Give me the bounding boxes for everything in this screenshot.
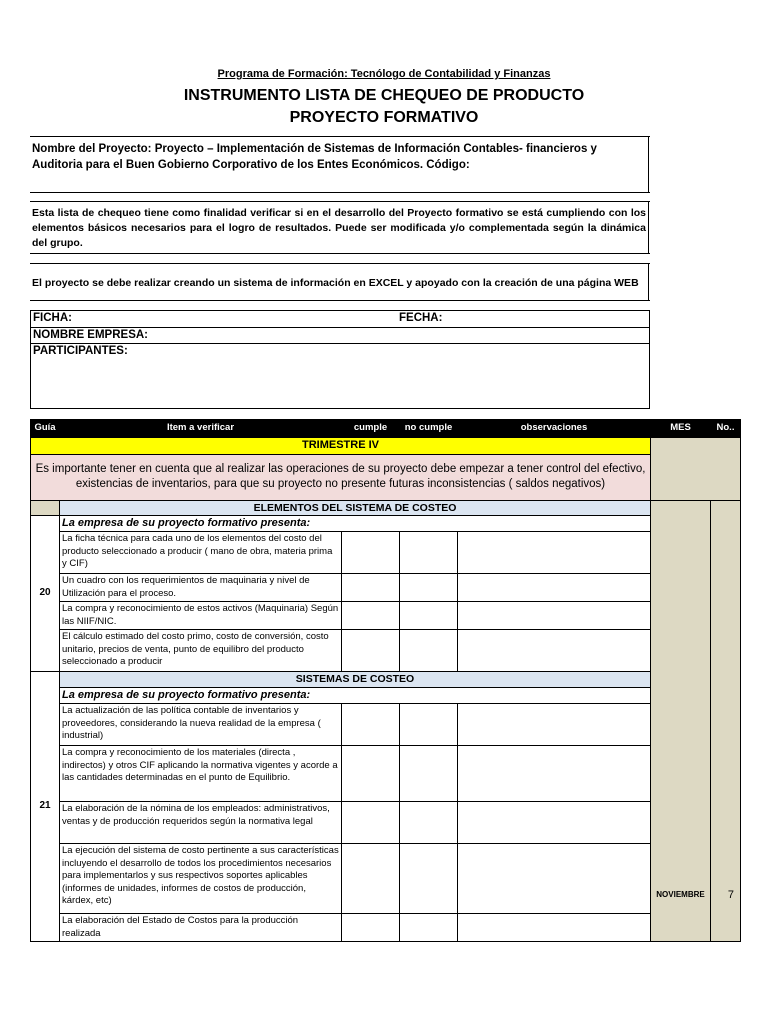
observaciones-cell[interactable]	[458, 602, 651, 630]
observaciones-cell[interactable]	[458, 746, 651, 802]
observaciones-cell[interactable]	[458, 802, 651, 844]
empresa-label: NOMBRE EMPRESA:	[33, 329, 149, 341]
ficha-row[interactable]	[31, 311, 649, 328]
participantes-row[interactable]	[31, 344, 649, 408]
no-cumple-cell[interactable]	[400, 914, 458, 942]
divider	[30, 300, 650, 301]
table-row	[31, 704, 741, 746]
divider	[30, 192, 650, 193]
section-intro: La empresa de su proyecto formativo presenta:	[60, 688, 651, 704]
purpose-text: Esta lista de chequeo tiene como finalidad verificar si en el desarrollo del Proyecto formativo se está cumpliendo con los elementos básicos necesarios para el logro de resultados. Puede ser modificada y/o complementada según la dinámica del grupo.	[32, 207, 646, 249]
observaciones-cell[interactable]	[458, 532, 651, 574]
table-row	[31, 532, 741, 574]
cumple-cell[interactable]	[342, 630, 400, 672]
no-cumple-cell[interactable]	[400, 574, 458, 602]
no-cumple-cell[interactable]	[400, 746, 458, 802]
no-cumple-cell[interactable]	[400, 602, 458, 630]
cumple-cell[interactable]	[342, 532, 400, 574]
col-guia: Guía	[31, 420, 60, 438]
divider	[648, 136, 649, 193]
table-row	[31, 602, 741, 630]
trimester-label: TRIMESTRE IV	[31, 437, 651, 454]
divider	[30, 263, 650, 264]
col-observaciones: observaciones	[458, 420, 651, 438]
intro-row	[31, 516, 741, 532]
item-text: La ejecución del sistema de costo pertinente a sus características incluyendo el desarrollo de todos los procedimientos necesarios para implementarlos y sus respectivos soportes aplicables (informes de unidades, informes de costos de producción, kárdex, etc)	[60, 844, 342, 914]
observaciones-cell[interactable]	[458, 844, 651, 914]
item-text: La compra y reconocimiento de los materiales (directa , indirectos) y otros CIF aplicando la normativa vigentes y acorde a las cantidades determinadas en el punto de Equilibrio.	[60, 746, 342, 802]
cumple-cell[interactable]	[342, 914, 400, 942]
divider	[30, 253, 650, 254]
item-text: La ficha técnica para cada uno de los elementos del costo del producto seleccionado a producir ( mano de obra, materia prima y CIF)	[60, 532, 342, 574]
col-no: No..	[711, 420, 741, 438]
section-row	[31, 500, 741, 516]
divider	[648, 201, 649, 254]
cumple-cell[interactable]	[342, 704, 400, 746]
item-text: La elaboración de la nómina de los empleados: administrativos, ventas y de producción requeridos según la normativa legal	[60, 802, 342, 844]
col-cumple: cumple	[342, 420, 400, 438]
olive-cell	[651, 437, 741, 500]
number-cell: 7	[711, 500, 741, 942]
section-title: SISTEMAS DE COSTEO	[60, 672, 651, 688]
project-name: Nombre del Proyecto: Proyecto – Implementación de Sistemas de Información Contables- financieros y Auditoria para el Buen Gobierno Corporativo de los Entes Económicos. Código:	[32, 143, 597, 171]
document-subtitle: PROYECTO FORMATIVO	[289, 109, 479, 126]
trimester-row	[31, 437, 741, 454]
guide-spacer	[31, 500, 60, 516]
fecha-label: FECHA:	[399, 312, 443, 324]
form-fields	[30, 310, 650, 409]
no-cumple-cell[interactable]	[400, 630, 458, 672]
cumple-cell[interactable]	[342, 602, 400, 630]
item-text: La elaboración del Estado de Costos para la producción realizada	[60, 914, 342, 942]
item-text: Un cuadro con los requerimientos de maquinaria y nivel de Utilización para el proceso.	[60, 574, 342, 602]
intro-row	[31, 688, 741, 704]
month-cell: NOVIEMBRE	[651, 500, 711, 942]
cumple-cell[interactable]	[342, 746, 400, 802]
item-text: El cálculo estimado del costo primo, costo de conversión, costo unitario, precios de venta, punto de equilibro del producto seleccionado a producir	[60, 630, 342, 672]
participantes-label: PARTICIPANTES:	[33, 345, 128, 357]
observaciones-cell[interactable]	[458, 630, 651, 672]
table-header-row	[31, 420, 741, 438]
table-row	[31, 746, 741, 802]
item-text: La actualización de las política contable de inventarios y proveedores, considerando la nueva realidad de la empresa ( industrial)	[60, 704, 342, 746]
control-note: Es importante tener en cuenta que al realizar las operaciones de su proyecto debe empezar a tener control del efectivo, existencias de inventarios, para que su proyecto no presente futuras inconsistencias ( saldos negativos)	[31, 454, 651, 500]
requirement-text: El proyecto se debe realizar creando un sistema de información en EXCEL y apoyado con la creación de una página WEB	[32, 277, 639, 289]
ficha-label: FICHA:	[33, 312, 72, 324]
cumple-cell[interactable]	[342, 802, 400, 844]
no-cumple-cell[interactable]	[400, 844, 458, 914]
table-row	[31, 802, 741, 844]
observaciones-cell[interactable]	[458, 914, 651, 942]
divider	[30, 136, 650, 137]
col-no-cumple: no cumple	[400, 420, 458, 438]
document-title: INSTRUMENTO LISTA DE CHEQUEO DE PRODUCTO	[183, 87, 585, 104]
section-intro: La empresa de su proyecto formativo presenta:	[60, 516, 651, 532]
no-cumple-cell[interactable]	[400, 802, 458, 844]
guide-number: 21	[31, 672, 60, 942]
section-title: ELEMENTOS DEL SISTEMA DE COSTEO	[60, 500, 651, 516]
cumple-cell[interactable]	[342, 574, 400, 602]
item-text: La compra y reconocimiento de estos activos (Maquinaria) Según las NIIF/NIC.	[60, 602, 342, 630]
no-cumple-cell[interactable]	[400, 704, 458, 746]
program-heading: Programa de Formación: Tecnólogo de Contabilidad y Finanzas	[217, 68, 551, 80]
observaciones-cell[interactable]	[458, 574, 651, 602]
no-cumple-cell[interactable]	[400, 532, 458, 574]
table-row	[31, 844, 741, 914]
observaciones-cell[interactable]	[458, 704, 651, 746]
cumple-cell[interactable]	[342, 844, 400, 914]
guide-number: 20	[31, 516, 60, 672]
empresa-row[interactable]	[31, 328, 649, 344]
table-row	[31, 630, 741, 672]
section-row	[31, 672, 741, 688]
checklist-table	[30, 419, 741, 942]
divider	[30, 201, 650, 202]
col-item: Item a verificar	[60, 420, 342, 438]
divider	[648, 263, 649, 301]
note-row	[31, 454, 741, 500]
table-row	[31, 914, 741, 942]
table-row	[31, 574, 741, 602]
col-mes: MES	[651, 420, 711, 438]
